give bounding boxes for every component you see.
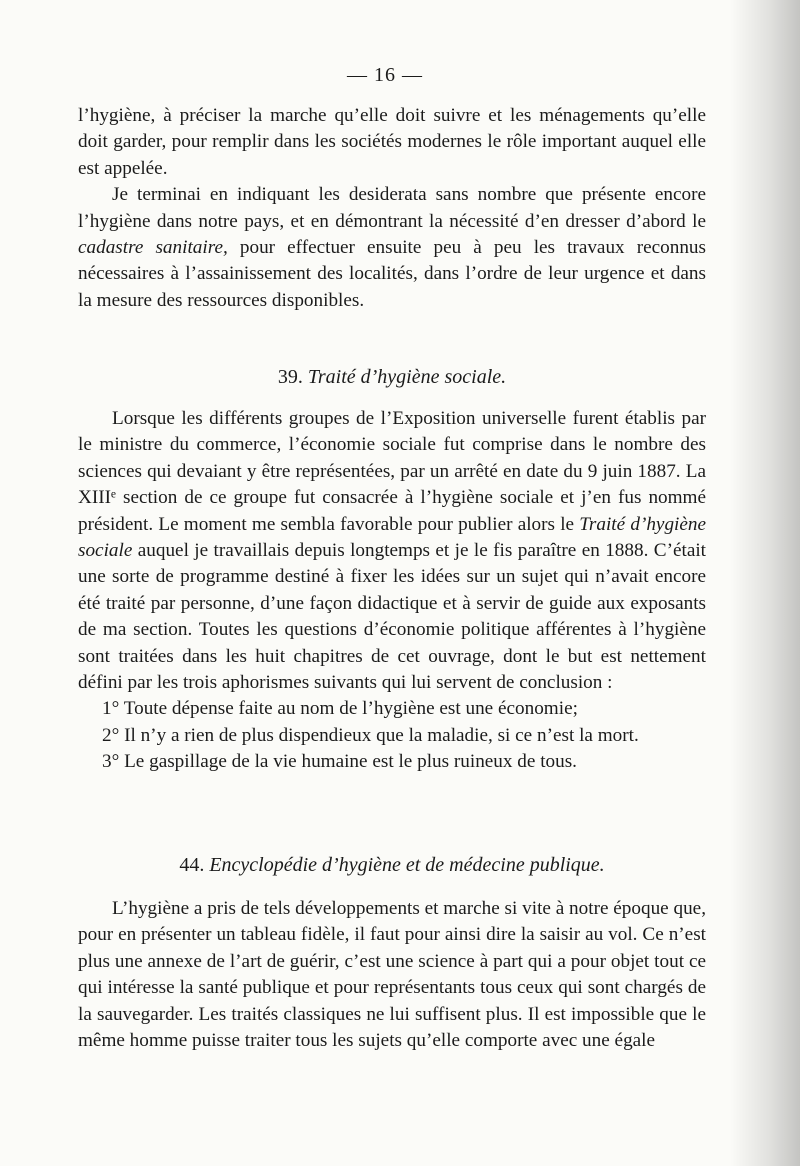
section-39-paragraph-end: auquel je travaillais depuis longtemps et je le fis paraître en 1888. C’était une sorte de programme destiné à fixer les idées sur un sujet qui n’avait encore été traité par personne, d’une façon didactique et à servir de guide aux exposants de ma section. Toutes les questions d’économie politique afférentes à l’hygiène sont traitées dans les huit chapitres de cet ouvrage, dont le but est nettement défini par les trois aphorismes suivants qui lui servent de conclusion : <box>78 540 706 694</box>
section-39-paragraph-start: Lorsque les différents groupes de l’Exposition universelle furent établis par le ministre du commerce, l’économie sociale fut comprise dans le nombre des sciences qui devaiant y être représentées, par un arrêté en date du 9 juin 1887. La XIIIᵉ section de ce groupe fut consacrée à l’hygiène sociale et j’en fus nommé président. Le moment me sembla favorable pour publier alors le <box>78 408 706 535</box>
intro-paragraph-2-end: pour effectuer ensuite peu à peu les travaux reconnus nécessaires à l’assainissement des localités, dans l’ordre de leur urgence et dans la mesure des ressources disponibles. <box>78 237 706 311</box>
section-39-heading <box>78 364 706 390</box>
section-39-paragraph-emphasis: Traité d’hygiène sociale <box>78 513 706 562</box>
page-edge-shadow <box>730 0 800 1166</box>
intro-paragraph-2-emphasis: cadastre sanitaire, <box>78 237 228 259</box>
intro-paragraph-2-start: Je terminai en indiquant les desiderata sans nombre que présente encore l’hygiène dans notre pays, et en démontrant la nécessité d’en dresser d’abord le <box>78 184 706 232</box>
section-44-paragraph: L’hygiène a pris de tels développements et marche si vite à notre époque que, pour en présenter un tableau fidèle, il faut pour ainsi dire la saisir au vol. Ce n’est plus une annexe de l’art de guérir, c’est une science à part qui a pour objet tout ce qui intéresse la santé publique et pour représentants tous ceux qui sont chargés de la sauvegarder. Les traités classiques ne lui suffisent plus. Il est impossible que le même homme puisse traiter tous les sujets qu’elle comporte avec une égale <box>78 898 706 1052</box>
section-44-title: Encyclopédie d’hygiène et de médecine publique. <box>209 854 605 876</box>
intro-paragraph-2 <box>78 182 706 314</box>
aphorism-1: 1° Toute dépense faite au nom de l’hygiène est une économie; <box>102 698 578 720</box>
page-number: — 16 — <box>347 64 423 86</box>
section-44-text <box>78 896 706 1054</box>
aphorism-3: 3° Le gaspillage de la vie humaine est le plus ruineux de tous. <box>102 751 577 773</box>
intro-text <box>78 103 706 314</box>
aphorism-2: 2° Il n’y a rien de plus dispendieux que la maladie, si ce n’est la mort. <box>102 724 639 746</box>
section-39-title: Traité d’hygiène sociale. <box>307 366 507 388</box>
section-39-text <box>78 406 706 776</box>
section-39-number: 39. <box>277 366 303 388</box>
section-44-number: 44. <box>179 854 205 876</box>
intro-paragraph-1: l’hygiène, à préciser la marche qu’elle doit suivre et les ménagements qu’elle doit garder, pour remplir dans les sociétés modernes le rôle important auquel elle est appelée. <box>78 105 706 179</box>
section-39-paragraph <box>78 406 706 696</box>
section-44-heading <box>78 852 706 878</box>
